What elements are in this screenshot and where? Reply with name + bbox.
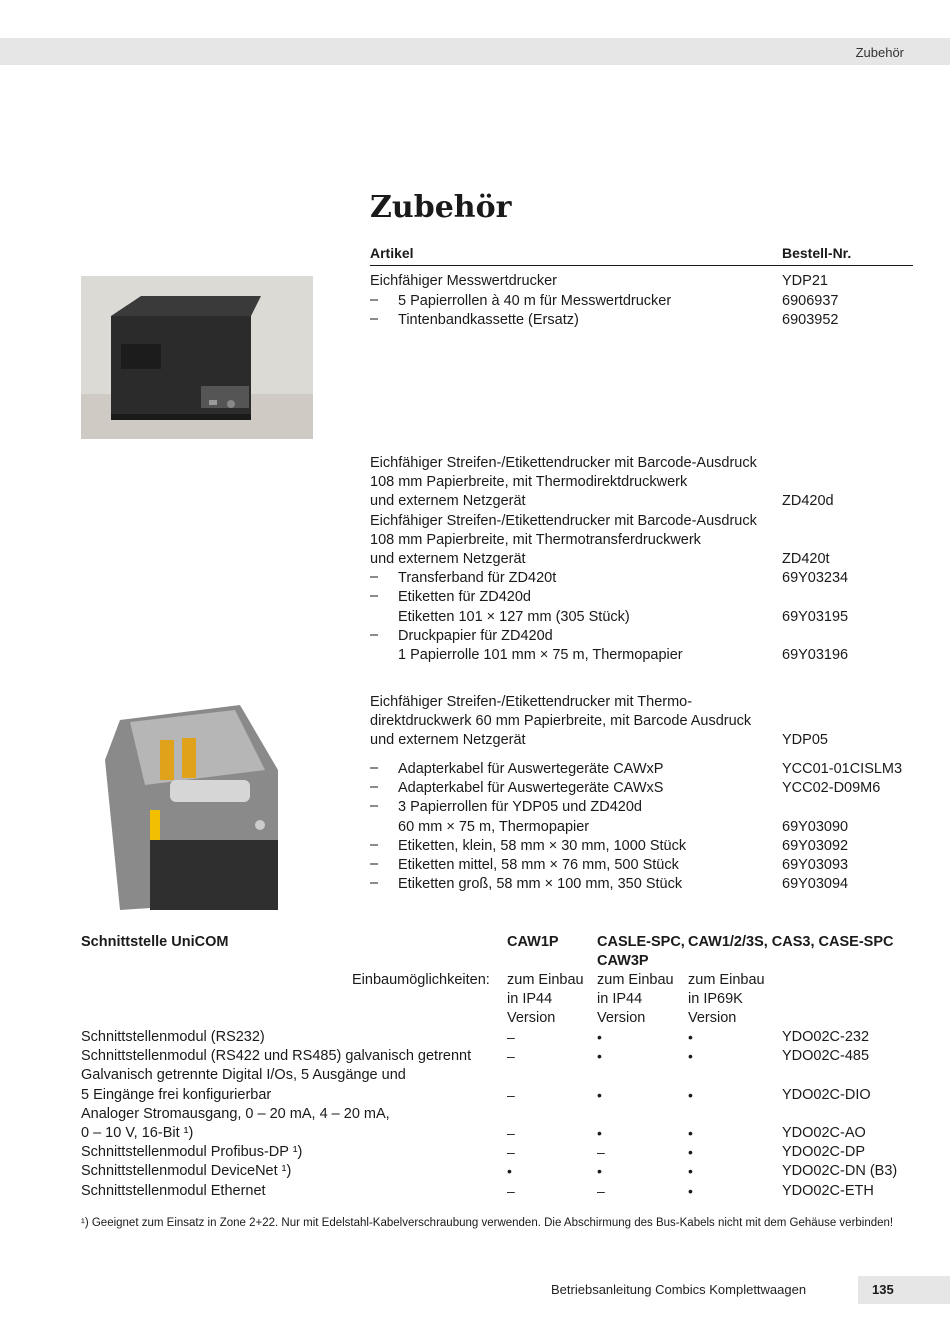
- order-number: YCC02-D09M6: [782, 780, 881, 797]
- availability-casle: •: [597, 1163, 602, 1180]
- article-text: 1 Papierrolle 101 mm × 75 m, Thermopapier: [398, 647, 683, 663]
- availability-caw1p: •: [507, 1163, 512, 1180]
- availability-caw1p: –: [507, 1125, 515, 1141]
- availability-casle: –: [597, 1144, 605, 1161]
- article-text: direktdruckwerk 60 mm Papierbreite, mit Barcode Ausdruck: [370, 713, 752, 730]
- footer-doc-title: Betriebsanleitung Combics Komplettwaagen: [551, 1282, 807, 1297]
- article-text: 5 Papierrollen à 40 m für Messwertdrucker: [398, 292, 672, 309]
- list-dash: –: [370, 760, 379, 776]
- list-dash: –: [370, 311, 379, 327]
- interface-order-number: YDO02C-DP: [782, 1144, 865, 1161]
- article-text: und externem Netzgerät: [370, 732, 526, 749]
- article-text: Druckpapier für ZD420d: [398, 627, 553, 644]
- list-dash: –: [370, 836, 379, 853]
- article-text: 108 mm Papierbreite, mit Thermodirektdruckwerk: [370, 474, 688, 491]
- order-number: 6906937: [782, 292, 839, 309]
- mount2-line1: zum Einbau: [597, 972, 674, 988]
- availability-caw123s: •: [688, 1163, 693, 1180]
- mount2-line3: Version: [597, 1010, 646, 1026]
- availability-casle: •: [597, 1086, 602, 1103]
- article-text: Etiketten mittel, 58 mm × 76 mm, 500 Stück: [398, 857, 679, 873]
- mount1-line3: Version: [507, 1010, 556, 1026]
- order-number: 69Y03196: [782, 647, 849, 663]
- availability-casle: •: [597, 1048, 602, 1065]
- article-text: 3 Papierrollen für YDP05 und ZD420d: [398, 799, 642, 816]
- interface-order-number: YDO02C-ETH: [782, 1182, 874, 1199]
- list-dash: –: [370, 588, 379, 605]
- order-number: 69Y03195: [782, 608, 849, 625]
- order-number: ZD420t: [782, 551, 830, 567]
- availability-caw123s: •: [688, 1086, 693, 1103]
- interface-label: 0 – 10 V, 16-Bit ¹): [81, 1125, 194, 1141]
- availability-casle: –: [597, 1182, 605, 1199]
- article-text: Etiketten für ZD420d: [398, 589, 531, 606]
- list-dash: –: [370, 875, 379, 892]
- article-text: Tintenbandkassette (Ersatz): [398, 312, 579, 328]
- order-number: YCC01-01CISLM3: [782, 761, 903, 777]
- header-bar: [0, 38, 950, 65]
- order-number: YDP05: [782, 732, 828, 749]
- page-number: 135: [872, 1282, 894, 1297]
- availability-casle: •: [597, 1125, 602, 1141]
- article-text: Eichfähiger Streifen-/Etikettendrucker mit Barcode-Ausdruck: [370, 512, 757, 529]
- availability-caw123s: •: [688, 1125, 693, 1141]
- article-text: Etiketten groß, 58 mm × 100 mm, 350 Stück: [398, 876, 683, 893]
- footnote: ¹) Geeignet zum Einsatz in Zone 2+22. Nur mit Edelstahl-Kabelverschraubung verwenden. Die Abschirmung des Bus-Kabels nicht mit dem Gehäuse verbinden!: [81, 1217, 894, 1229]
- interface-label: Schnittstellenmodul (RS422 und RS485) galvanisch getrennt: [81, 1048, 472, 1065]
- unicom-col-caw1p: CAW1P: [507, 934, 559, 950]
- mount3-line1: zum Einbau: [688, 972, 765, 988]
- order-number: 69Y03234: [782, 570, 849, 587]
- order-number: 69Y03090: [782, 818, 849, 835]
- interface-order-number: YDO02C-AO: [782, 1125, 866, 1141]
- unicom-col-casle-a: CASLE-SPC,: [597, 934, 685, 950]
- availability-caw1p: –: [507, 1144, 515, 1161]
- availability-caw1p: –: [507, 1048, 515, 1065]
- etikettendrucker-photo: [100, 700, 285, 910]
- order-number: 69Y03093: [782, 857, 849, 873]
- interface-label: Schnittstellenmodul Ethernet: [81, 1182, 266, 1199]
- order-number: 69Y03092: [782, 837, 849, 854]
- interface-order-number: YDO02C-232: [782, 1029, 870, 1045]
- list-dash: –: [370, 626, 379, 643]
- availability-caw123s: •: [688, 1182, 693, 1199]
- list-dash: –: [370, 856, 379, 872]
- mount-label: Einbaumöglichkeiten:: [352, 972, 490, 988]
- availability-caw1p: –: [507, 1086, 515, 1103]
- list-dash: –: [370, 798, 379, 815]
- interface-label: 5 Eingänge frei konfigurierbar: [81, 1086, 272, 1103]
- availability-caw1p: –: [507, 1029, 515, 1045]
- availability-casle: •: [597, 1029, 602, 1045]
- article-text: Etiketten, klein, 58 mm × 30 mm, 1000 Stück: [398, 837, 687, 854]
- article-text: 108 mm Papierbreite, mit Thermotransferdruckwerk: [370, 531, 701, 548]
- mount3-line3: Version: [688, 1010, 737, 1026]
- page-title: Zubehör: [370, 190, 512, 225]
- column-header-article: Artikel: [370, 245, 414, 261]
- mount3-line2: in IP69K: [688, 991, 743, 1007]
- mount1-line1: zum Einbau: [507, 972, 584, 988]
- availability-caw123s: •: [688, 1144, 693, 1161]
- mount1-line2: in IP44: [507, 991, 553, 1007]
- article-text: Eichfähiger Streifen-/Etikettendrucker mit Barcode-Ausdruck: [370, 455, 757, 471]
- messwertdrucker-photo: [81, 276, 313, 439]
- list-dash: –: [370, 569, 379, 586]
- article-text: Adapterkabel für Auswertegeräte CAWxP: [398, 761, 664, 777]
- interface-label: Schnittstellenmodul Profibus-DP ¹): [81, 1144, 303, 1161]
- header-rule: [370, 265, 913, 266]
- article-text: und externem Netzgerät: [370, 493, 526, 510]
- order-number: 6903952: [782, 312, 839, 328]
- availability-caw1p: –: [507, 1182, 515, 1199]
- article-text: 60 mm × 75 m, Thermopapier: [398, 818, 590, 835]
- interface-label: Schnittstellenmodul DeviceNet ¹): [81, 1163, 292, 1180]
- unicom-col-casle-b: CAW3P: [597, 953, 649, 969]
- order-number: YDP21: [782, 273, 828, 289]
- mount2-line2: in IP44: [597, 991, 643, 1007]
- order-number: ZD420d: [782, 493, 834, 510]
- article-text: Etiketten 101 × 127 mm (305 Stück): [398, 608, 630, 625]
- interface-label: Analoger Stromausgang, 0 – 20 mA, 4 – 20 mA,: [81, 1105, 390, 1122]
- unicom-heading: Schnittstelle UniCOM: [81, 934, 229, 950]
- availability-caw123s: •: [688, 1048, 693, 1065]
- interface-label: Galvanisch getrennte Digital I/Os, 5 Ausgänge und: [81, 1067, 406, 1084]
- availability-caw123s: •: [688, 1029, 693, 1045]
- interface-order-number: YDO02C-485: [782, 1048, 870, 1065]
- list-dash: –: [370, 291, 379, 308]
- interface-order-number: YDO02C-DN (B3): [782, 1163, 898, 1180]
- article-text: Eichfähiger Streifen-/Etikettendrucker mit Thermo-: [370, 694, 693, 710]
- article-text: Adapterkabel für Auswertegeräte CAWxS: [398, 780, 664, 797]
- interface-label: Schnittstellenmodul (RS232): [81, 1029, 265, 1045]
- interface-order-number: YDO02C-DIO: [782, 1086, 871, 1103]
- section-label: Zubehör: [855, 45, 904, 60]
- order-number: 69Y03094: [782, 876, 849, 893]
- article-text: Transferband für ZD420t: [398, 570, 557, 587]
- list-dash: –: [370, 779, 379, 796]
- column-header-order-no: Bestell-Nr.: [782, 245, 852, 261]
- article-text: Eichfähiger Messwertdrucker: [370, 273, 557, 289]
- article-text: und externem Netzgerät: [370, 551, 526, 567]
- unicom-col-caw123s: CAW1/2/3S, CAS3, CASE-SPC: [688, 934, 894, 950]
